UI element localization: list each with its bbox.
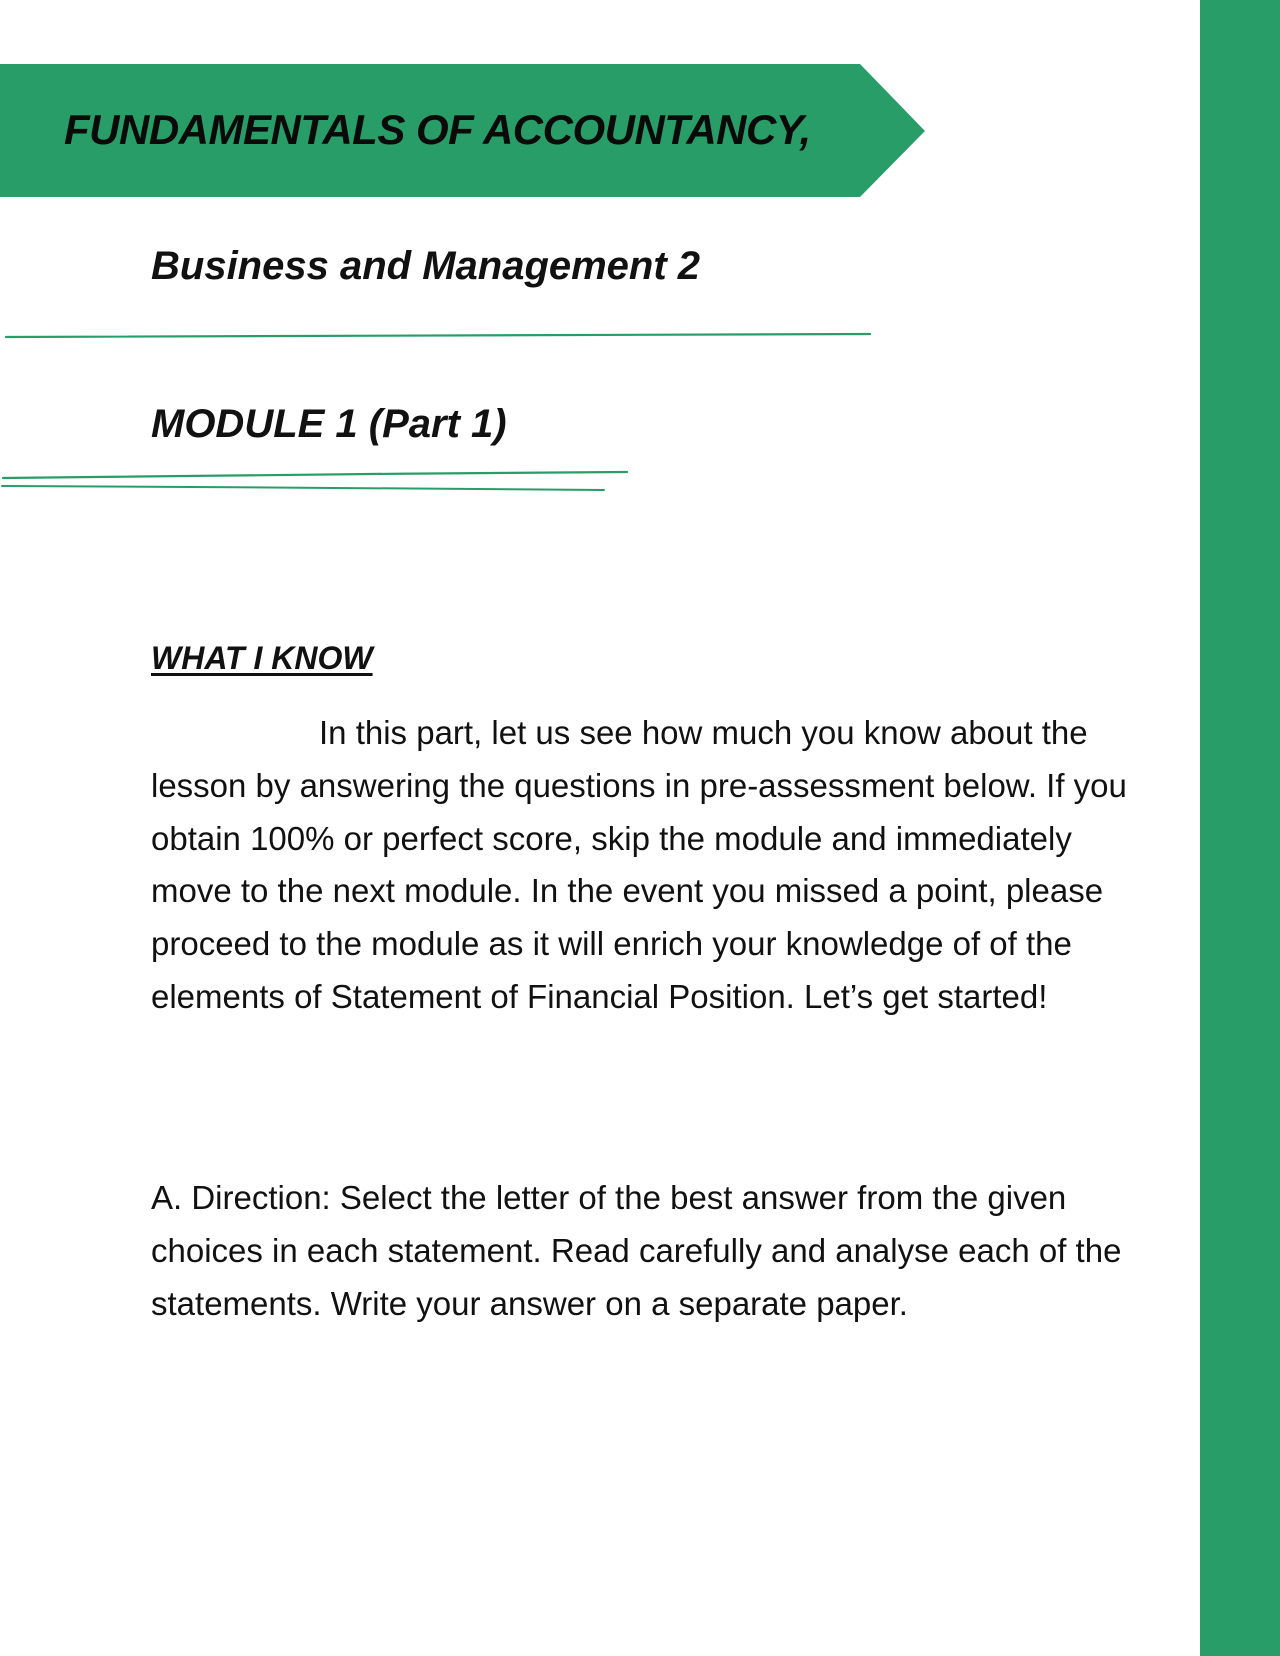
intro-paragraph: In this part, let us see how much you know about the lesson by answering the questions in pre-assessment below. If you obtain 100% or perfect score, skip the module and immediately move to the next module. In the event you missed a point, please proceed to the module as it will enrich your knowledge of of the elements of Statement of Financial Position. Let’s get started! [151,714,1127,1015]
right-accent-bar [1200,0,1280,1656]
direction-paragraph: A. Direction: Select the letter of the best answer from the given choices in each statement. Read carefully and analyse each of the statements. Write your answer on a separate paper. [151,1179,1122,1322]
course-subtitle: Business and Management 2 [151,244,701,288]
module-title: MODULE 1 (Part 1) [151,402,507,446]
course-title: FUNDAMENTALS OF ACCOUNTANCY, [64,106,811,153]
section-heading: WHAT I KNOW [151,640,373,676]
title-banner [0,64,926,198]
